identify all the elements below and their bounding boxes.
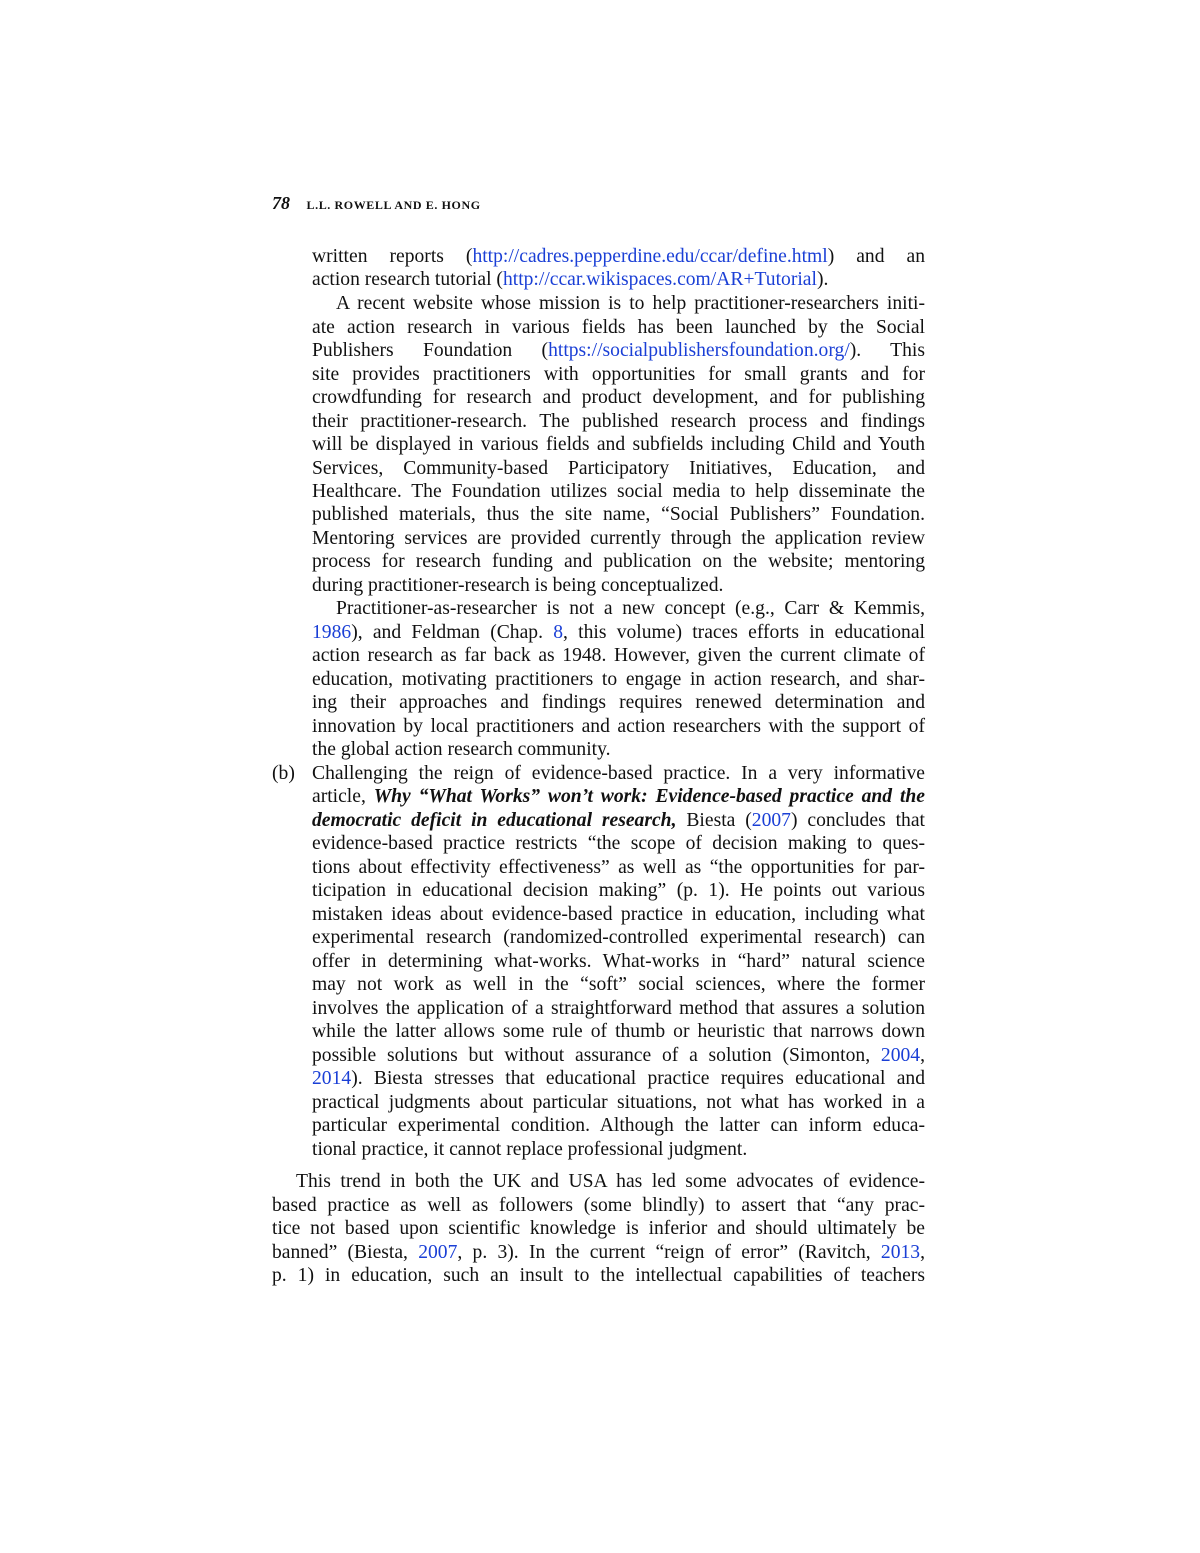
text-line: 1986), and Feldman (Chap. 8, this volume) traces efforts in educational [312, 622, 925, 643]
link-social-publishers[interactable]: https://socialpublishersfoundation.org/ [548, 340, 850, 361]
page-number: 78 [272, 193, 290, 213]
running-head: L.L. ROWELL AND E. HONG [306, 198, 481, 212]
text-line: action research tutorial (http://ccar.wikispaces.com/AR+Tutorial). [312, 269, 829, 290]
text-line: will be displayed in various fields and subfields including Child and Youth [312, 434, 925, 455]
text-line: possible solutions but without assurance of a solution (Simonton, 2004, [312, 1045, 925, 1066]
text-line: based practice as well as followers (some blindly) to assert that “any prac- [272, 1195, 925, 1216]
text-line: innovation by local practitioners and action researchers with the support of [312, 716, 925, 737]
link-2007[interactable]: 2007 [418, 1242, 458, 1263]
text-line: This trend in both the UK and USA has led some advocates of evidence- [296, 1171, 925, 1192]
list-item-label: (b) [272, 763, 295, 784]
text-line: mistaken ideas about evidence-based practice in education, including what [312, 904, 925, 925]
text-line: evidence-based practice restricts “the scope of decision making to ques- [312, 833, 925, 854]
text-line: crowdfunding for research and product development, and for publishing [312, 387, 925, 408]
link-2007[interactable]: 2007 [751, 810, 791, 831]
text-line: ate action research in various fields has been launched by the Social [312, 317, 925, 338]
link-2004[interactable]: 2004 [880, 1045, 921, 1066]
text-line: site provides practitioners with opportunities for small grants and for [312, 364, 925, 385]
text-line: may not work as well in the “soft” social sciences, where the former [312, 974, 925, 995]
link-chapter-8[interactable]: 8 [553, 622, 564, 643]
link-2013[interactable]: 2013 [880, 1242, 921, 1263]
text-line: tional practice, it cannot replace professional judgment. [312, 1139, 748, 1160]
text-line: during practitioner-research is being conceptualized. [312, 575, 724, 596]
text-line: involves the application of a straightforward method that assures a solution [312, 998, 925, 1019]
text-line: tice not based upon scientific knowledge is inferior and should ultimately be [272, 1218, 925, 1239]
text-line: article, Why “What Works” won’t work: Evidence-based practice and the [312, 786, 925, 807]
text-line: action research as far back as 1948. However, given the current climate of [312, 645, 925, 666]
text-line: the global action research community. [312, 739, 611, 760]
link-cadres[interactable]: http://cadres.pepperdine.edu/ccar/define.html [472, 246, 828, 267]
text-line: process for research funding and publication on the website; mentoring [312, 551, 925, 572]
link-ar-tutorial[interactable]: http://ccar.wikispaces.com/AR+Tutorial [502, 269, 817, 290]
text-line: ticipation in educational decision making” (p. 1). He points out various [312, 880, 925, 901]
link-1986[interactable]: 1986 [312, 622, 352, 643]
text-line: practical judgments about particular situations, not what has worked in a [312, 1092, 925, 1113]
text-line: ing their approaches and findings requires renewed determination and [312, 692, 925, 713]
link-2014[interactable]: 2014 [312, 1068, 352, 1089]
text-line: banned” (Biesta, 2007, p. 3). In the current “reign of error” (Ravitch, 2013, [272, 1242, 925, 1263]
text-line: particular experimental condition. Although the latter can inform educa- [312, 1115, 925, 1136]
text-line: their practitioner-research. The published research process and findings [312, 411, 925, 432]
text-line: Practitioner-as-researcher is not a new concept (e.g., Carr & Kemmis, [336, 598, 925, 619]
text-line: Challenging the reign of evidence-based practice. In a very informative [312, 763, 925, 784]
text-line: democratic deficit in educational research, Biesta (2007) concludes that [312, 810, 925, 831]
text-line: Services, Community-based Participatory Initiatives, Education, and [312, 458, 925, 479]
text-line: Publishers Foundation (https://socialpublishersfoundation.org/). This [312, 340, 925, 361]
text-line: Healthcare. The Foundation utilizes social media to help disseminate the [312, 481, 925, 502]
page-header [272, 191, 481, 217]
text-line: education, motivating practitioners to engage in action research, and shar- [312, 669, 925, 690]
text-line: written reports (http://cadres.pepperdine.edu/ccar/define.html) and an [312, 246, 926, 267]
book-title: democratic deficit in educational research, [312, 810, 677, 831]
text-line: Mentoring services are provided currently through the application review [312, 528, 925, 549]
text-line: 2014). Biesta stresses that educational practice requires educational and [312, 1068, 925, 1089]
text-line: p. 1) in education, such an insult to the intellectual capabilities of teachers [272, 1265, 925, 1286]
text-line: while the latter allows some rule of thumb or heuristic that narrows down [312, 1021, 925, 1042]
text-line: A recent website whose mission is to help practitioner-researchers initi- [336, 293, 925, 314]
text-line: experimental research (randomized-controlled experimental research) can [312, 927, 925, 948]
text-line: offer in determining what-works. What-works in “hard” natural science [312, 951, 925, 972]
text-line: tions about effectivity effectiveness” as well as “the opportunities for par- [312, 857, 925, 878]
book-title: Why “What Works” won’t work: Evidence-based practice and the [373, 786, 925, 807]
text-line: published materials, thus the site name, “Social Publishers” Foundation. [312, 504, 925, 525]
